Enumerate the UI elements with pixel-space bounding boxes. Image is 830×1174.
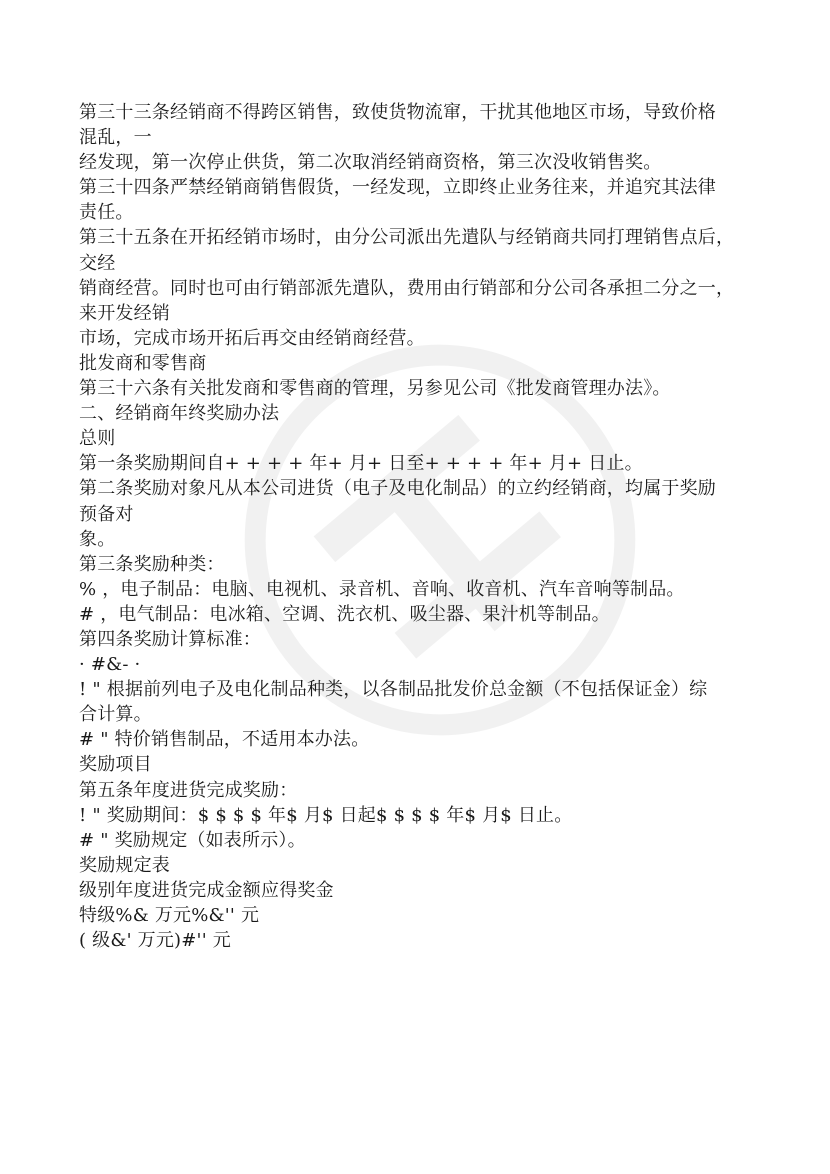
text-line: # " 奖励规定（如表所示）。 bbox=[79, 829, 306, 851]
document-body bbox=[79, 100, 779, 953]
section-heading: 奖励项目 bbox=[79, 754, 152, 776]
text-line: 预备对 bbox=[79, 503, 134, 525]
text-line: 第三十六条有关批发商和零售商的管理，另参见公司《批发商管理办法》。 bbox=[79, 378, 671, 400]
text-line: 销商经营。同时也可由行销部派先遣队，费用由行销部和分公司各承担二分之一， bbox=[79, 277, 735, 299]
text-line: 第三十四条严禁经销商销售假货，一经发现，立即终止业务往来，并追究其法律 bbox=[79, 177, 716, 199]
text-line: 合计算。 bbox=[79, 704, 152, 726]
text-line: 市场，完成市场开拓后再交由经销商经营。 bbox=[79, 327, 425, 349]
table-row: 特级%& 万元%&'' 元 bbox=[79, 905, 260, 926]
text-line: ! " 根据前列电子及电化制品种类，以各制品批发价总金额（不包括保证金）综 bbox=[79, 679, 708, 701]
text-line: ! " 奖励期间：$ $ $ $ 年$ 月$ 日起$ $ $ $ 年$ 月$ 日止。 bbox=[79, 804, 573, 826]
text-line: 第二条奖励对象凡从本公司进货（电子及电化制品）的立约经销商，均属于奖励 bbox=[79, 478, 716, 500]
text-line: 来开发经销 bbox=[79, 302, 170, 324]
text-line: 经发现，第一次停止供货，第二次取消经销商资格，第三次没收销售奖。 bbox=[79, 152, 662, 174]
table-row: ( 级&' 万元)#'' 元 bbox=[79, 930, 231, 952]
text-line: 第一条奖励期间自+ + + + 年+ 月+ 日至+ + + + 年+ 月+ 日止。 bbox=[79, 453, 643, 475]
text-line: # " 特价销售制品，不适用本办法。 bbox=[79, 729, 370, 751]
text-line: 第三十五条在开拓经销市场时，由分公司派出先遣队与经销商共同打理销售点后， bbox=[79, 227, 735, 249]
section-heading: 二、经销商年终奖励办法 bbox=[79, 403, 280, 425]
section-heading: 总则 bbox=[79, 428, 116, 450]
text-line: 交经 bbox=[79, 252, 116, 274]
text-line: # ，电气制品：电冰箱、空调、洗衣机、吸尘器、果汁机等制品。 bbox=[79, 603, 610, 625]
text-line: 第三十三条经销商不得跨区销售，致使货物流窜，干扰其他地区市场，导致价格 bbox=[79, 102, 716, 123]
table-header: 级别年度进货完成金额应得奖金 bbox=[79, 879, 334, 901]
text-line: 象。 bbox=[79, 528, 116, 550]
text-line: · #&- · bbox=[79, 654, 141, 676]
text-line: % ，电子制品：电脑、电视机、录音机、音响、收音机、汽车音响等制品。 bbox=[79, 578, 685, 600]
text-line: 责任。 bbox=[79, 202, 134, 224]
text-line: 第四条奖励计算标准： bbox=[79, 628, 261, 650]
table-caption: 奖励规定表 bbox=[79, 854, 170, 876]
section-heading: 批发商和零售商 bbox=[79, 352, 207, 374]
text-line: 第三条奖励种类： bbox=[79, 553, 225, 575]
text-line: 第五条年度进货完成奖励： bbox=[79, 779, 298, 801]
text-line: 混乱，一 bbox=[79, 127, 152, 149]
